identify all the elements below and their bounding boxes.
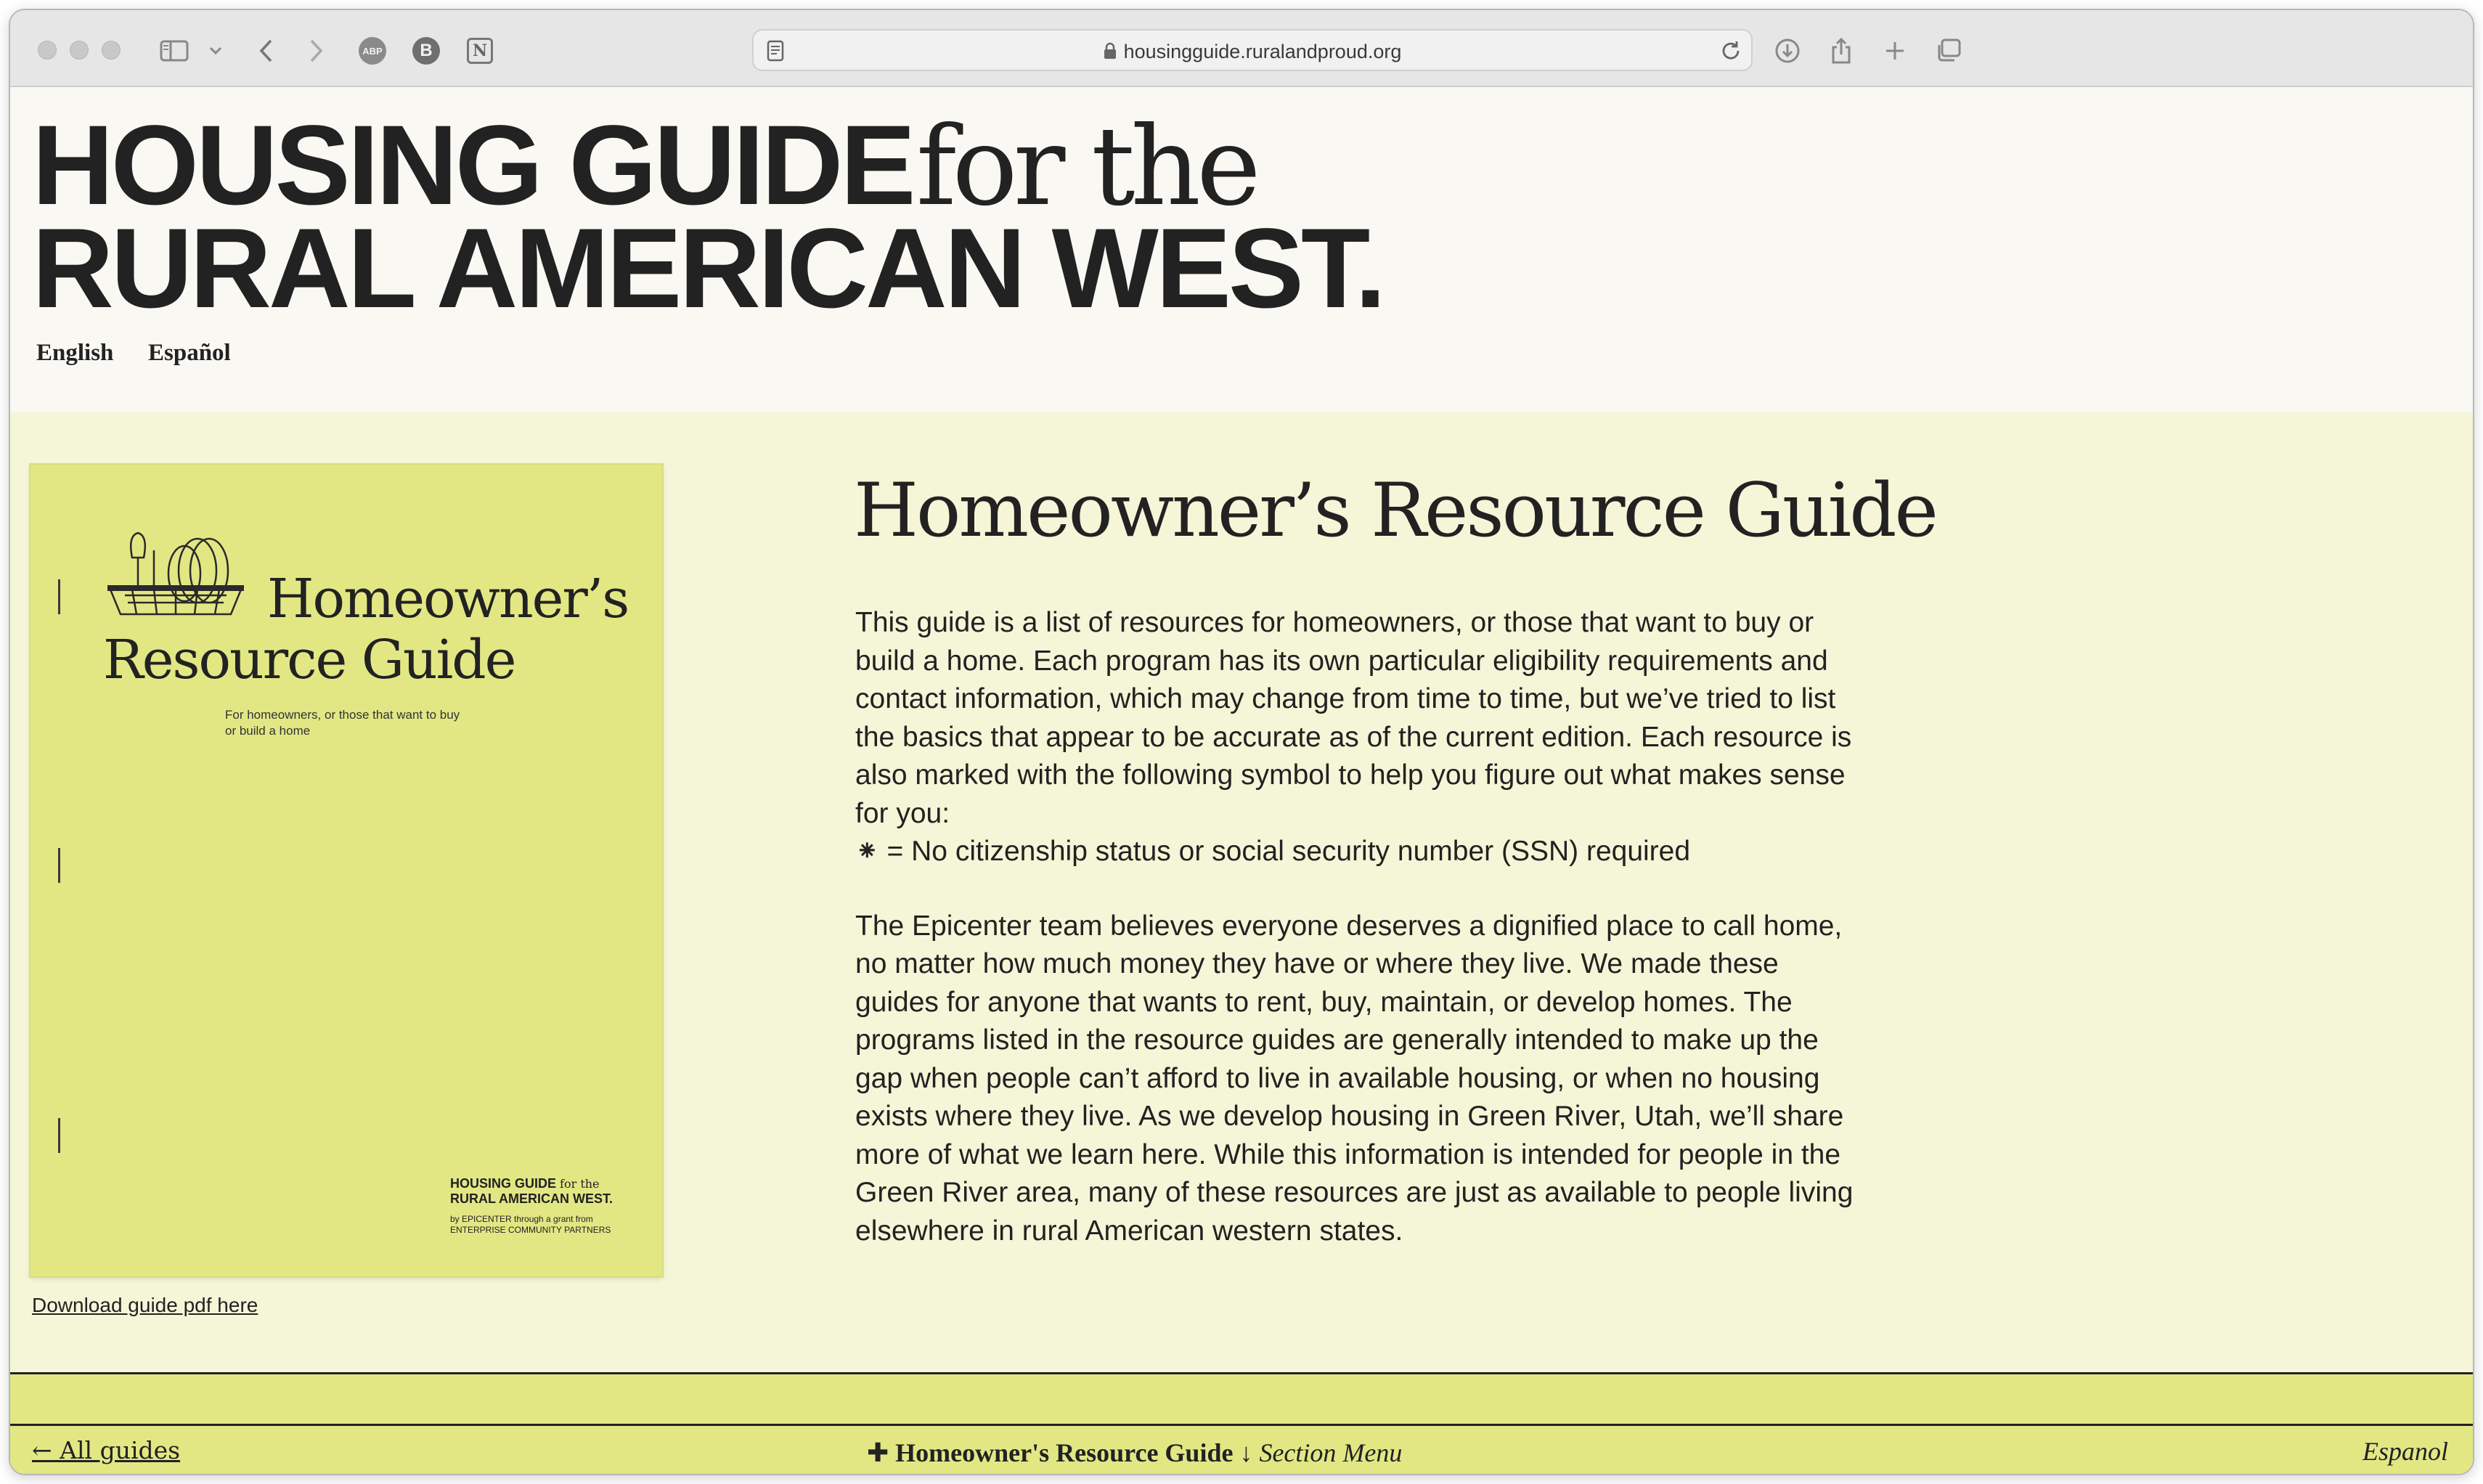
lock-icon	[1104, 42, 1117, 65]
asterisk-symbol-icon: ⁕	[855, 836, 879, 867]
intro-paragraph: This guide is a list of resources for homeowners, or those that want to buy or build a home. Each program has its own particular eligibility requirements and contact information, which may change from time to time, but we’ve tried to list the basics that appear to be accurate as of the current edition. Each resource is also marked with the following symbol to help you figure out what makes sense for you: ⁕ = No citizenship status or social security number (SSN) required	[855, 607, 1852, 867]
guide-cover-image[interactable]	[30, 465, 662, 1276]
zoom-window-button[interactable]	[102, 41, 121, 60]
section-menu-toggle[interactable]	[867, 1438, 1402, 1468]
bold-extension-icon[interactable]: B	[411, 36, 441, 65]
section-menu-label: Section Menu	[1259, 1438, 1403, 1467]
cover-title-line1: Homeowner’s	[267, 568, 629, 630]
cover-footer: HOUSING GUIDE for the RURAL AMERICAN WEST. by EPICENTER through a grant from ENTERPRISE COMMUNITY PARTNERS	[450, 1176, 613, 1235]
bottom-nav-bar	[10, 1426, 2473, 1475]
content-body	[855, 604, 1864, 1287]
site-title-line1[interactable]: HOUSING GUIDE for the	[32, 102, 1257, 230]
adblock-extension-icon[interactable]: ABP	[357, 36, 388, 65]
close-window-button[interactable]	[38, 41, 57, 60]
chevron-down-icon[interactable]	[205, 36, 227, 65]
url-text[interactable]: housingguide.ruralandproud.org	[754, 41, 1751, 65]
forward-arrow-icon[interactable]	[303, 36, 330, 65]
cover-margin-tick	[58, 1118, 60, 1153]
address-bar[interactable]	[752, 29, 1753, 71]
all-guides-link[interactable]: ← All guides	[32, 1436, 181, 1464]
sidebar-icon[interactable]	[158, 36, 190, 65]
download-pdf-link[interactable]: Download guide pdf here	[32, 1294, 258, 1316]
downloads-icon[interactable]	[1773, 36, 1802, 65]
cover-margin-tick	[58, 579, 60, 614]
cross-icon: ✚	[867, 1438, 889, 1467]
main-content	[10, 412, 2473, 1372]
site-header	[10, 87, 2473, 412]
cover-subtitle: For homeowners, or those that want to buy or build a home	[225, 708, 460, 738]
notion-extension-icon[interactable]: N	[465, 36, 495, 65]
page-heading: Homeowner’s Resource Guide	[854, 468, 1936, 554]
dish-rack-icon	[103, 529, 248, 627]
share-icon[interactable]	[1827, 36, 1856, 65]
arrow-down-icon: ↓	[1239, 1438, 1253, 1467]
cover-title-line2: Resource Guide	[103, 629, 515, 691]
reload-icon[interactable]	[1719, 39, 1742, 66]
language-english-link[interactable]: English	[36, 340, 114, 366]
current-guide-label: Homeowner's Resource Guide	[895, 1438, 1234, 1467]
site-title-line2[interactable]: RURAL AMERICAN WEST.	[32, 205, 1384, 332]
tab-overview-icon[interactable]	[1934, 36, 1963, 65]
back-arrow-icon[interactable]	[253, 36, 279, 65]
new-tab-plus-icon[interactable]	[1880, 36, 1909, 65]
mission-paragraph: The Epicenter team believes everyone deserves a dignified place to call home, no matter how much money they have or where they live. We made these guides for anyone that wants to rent, buy, maintain, or develop homes. The programs listed in the resource guides are generally intended to make up the gap when people can’t afford to live in available housing, or when no housing exists where they live. As we develop housing in Green River, Utah, we’ll share more of what we learn here. While this information is intended for people in the Green River area, many of these resources are just as available to people living elsewhere in rural American western states.	[855, 910, 1854, 1247]
language-spanish-link[interactable]: Español	[148, 340, 231, 366]
browser-toolbar	[10, 10, 2473, 87]
language-toggle-link[interactable]: Espanol	[2362, 1437, 2448, 1466]
footer-band	[10, 1372, 2473, 1426]
minimize-window-button[interactable]	[70, 41, 89, 60]
cover-margin-tick	[58, 848, 60, 883]
browser-window	[9, 9, 2474, 1475]
